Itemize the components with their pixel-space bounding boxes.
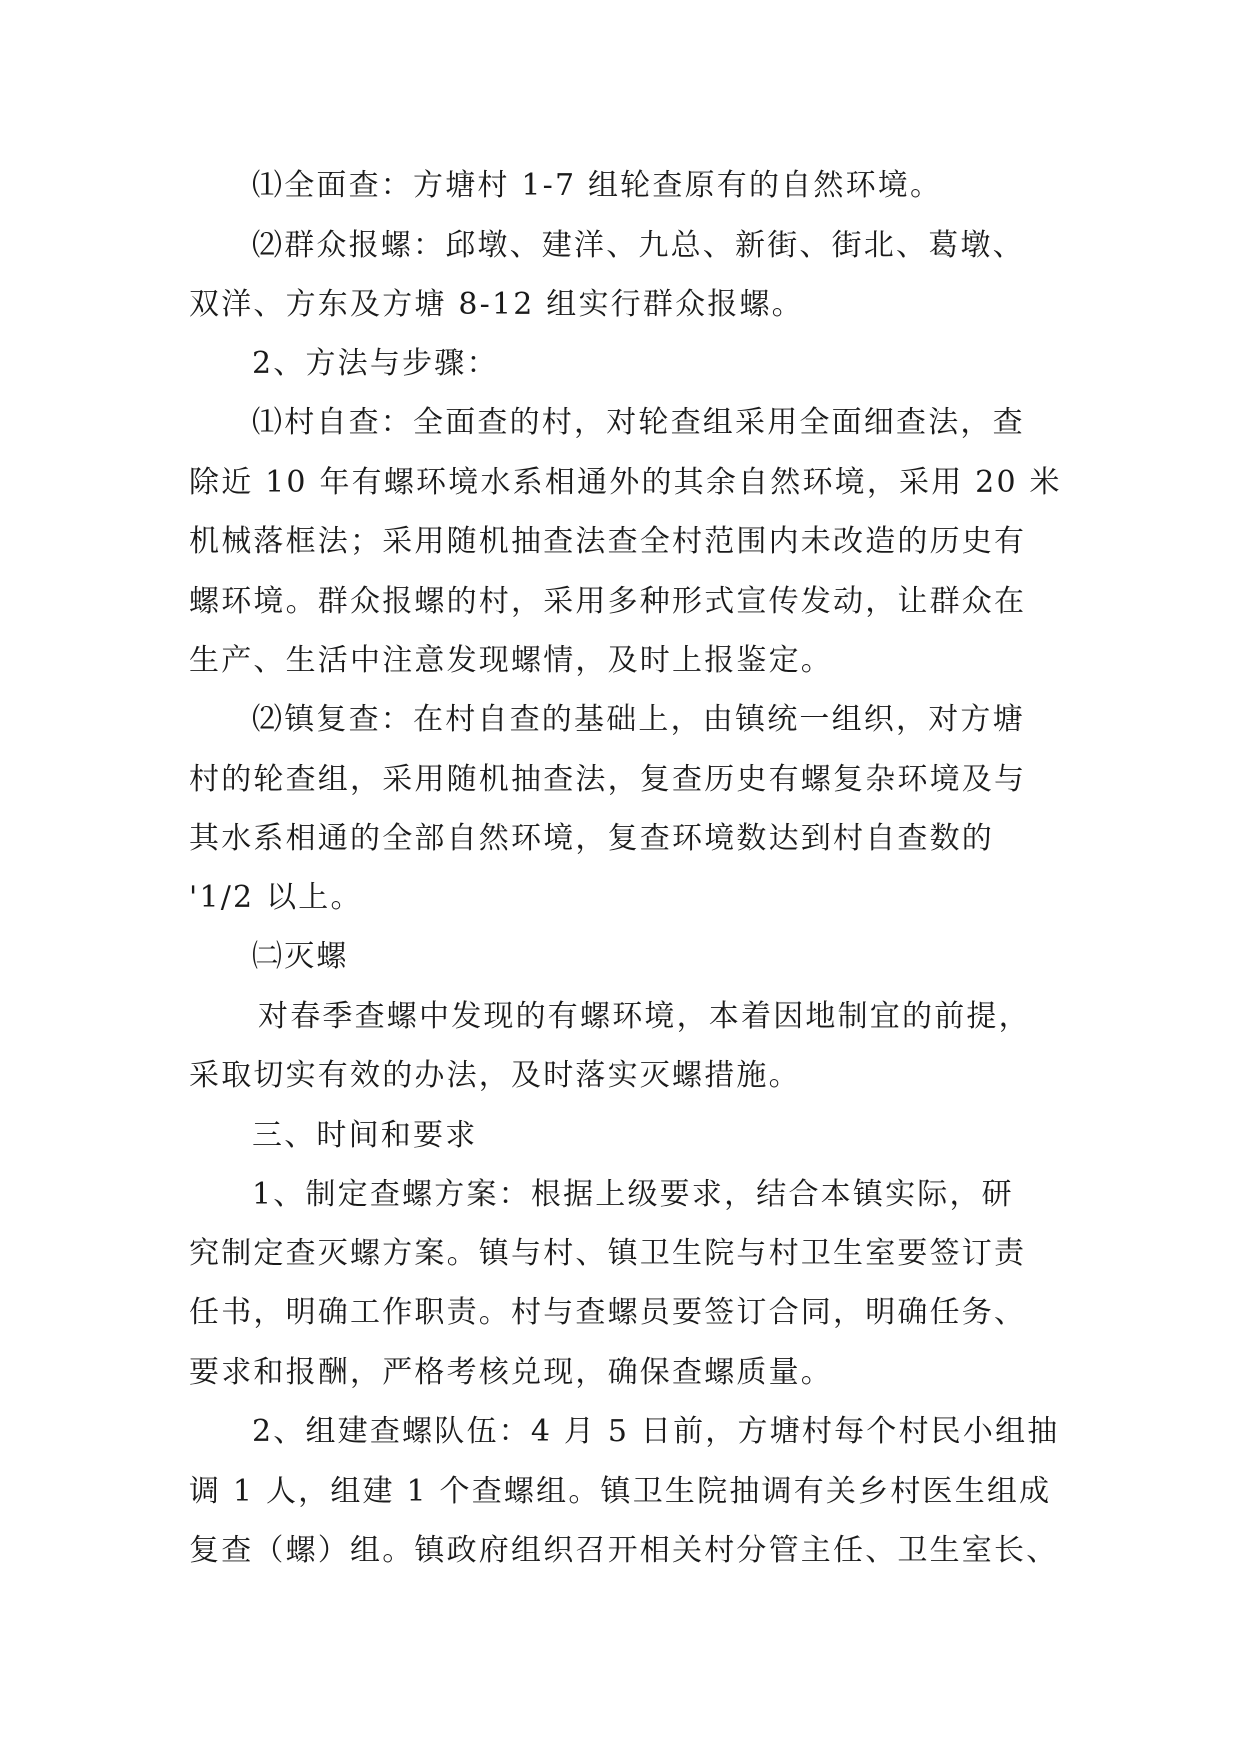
text-line: 究制定查灭螺方案。镇与村、镇卫生院与村卫生室要签订责 [189, 1236, 1027, 1271]
section-heading: 三、时间和要求 [252, 1118, 478, 1153]
text-line: 双洋、方东及方塘 8-12 组实行群众报螺。 [189, 287, 804, 322]
text-line: 任书，明确工作职责。村与查螺员要签订合同，明确任务、 [189, 1295, 1027, 1330]
text-line: 2、方法与步骤： [252, 346, 499, 381]
text-line: 其水系相通的全部自然环境，复查环境数达到村自查数的 [189, 821, 994, 856]
text-line: 1、制定查螺方案：根据上级要求，结合本镇实际，研 [252, 1177, 1014, 1212]
text-line: '1/2 以上。 [189, 880, 363, 915]
text-line: 除近 10 年有螺环境水系相通外的其余自然环境，采用 20 米 [189, 465, 1062, 500]
text-line: 采取切实有效的办法，及时落实灭螺措施。 [189, 1058, 801, 1093]
text-line: ⑵群众报螺：邱墩、建洋、九总、新街、街北、葛墩、 [252, 228, 1025, 263]
text-line: 螺环境。群众报螺的村，采用多种形式宣传发动，让群众在 [189, 584, 1027, 619]
text-line: 2、组建查螺队伍：4 月 5 日前，方塘村每个村民小组抽 [252, 1414, 1060, 1449]
text-line: 要求和报酬，严格考核兑现，确保查螺质量。 [189, 1355, 833, 1390]
text-line: 复查（螺）组。镇政府组织召开相关村分管主任、卫生室长、 [189, 1533, 1059, 1568]
text-line: 机械落框法；采用随机抽查法查全村范围内未改造的历史有 [189, 524, 1027, 559]
text-line: 生产、生活中注意发现螺情，及时上报鉴定。 [189, 643, 833, 678]
text-line: ⑴全面查：方塘村 1-7 组轮查原有的自然环境。 [252, 168, 943, 203]
text-line: ⑴村自查：全面查的村，对轮查组采用全面细查法，查 [252, 405, 1025, 440]
text-line: 调 1 人，组建 1 个查螺组。镇卫生院抽调有关乡村医生组成 [189, 1474, 1052, 1509]
text-line: ⑵镇复查：在村自查的基础上，由镇统一组织，对方塘 [252, 702, 1025, 737]
text-line: 对春季查螺中发现的有螺环境，本着因地制宜的前提， [258, 999, 1031, 1034]
section-heading: ㈡灭螺 [252, 939, 349, 974]
text-line: 村的轮查组，采用随机抽查法，复查历史有螺复杂环境及与 [189, 762, 1027, 797]
